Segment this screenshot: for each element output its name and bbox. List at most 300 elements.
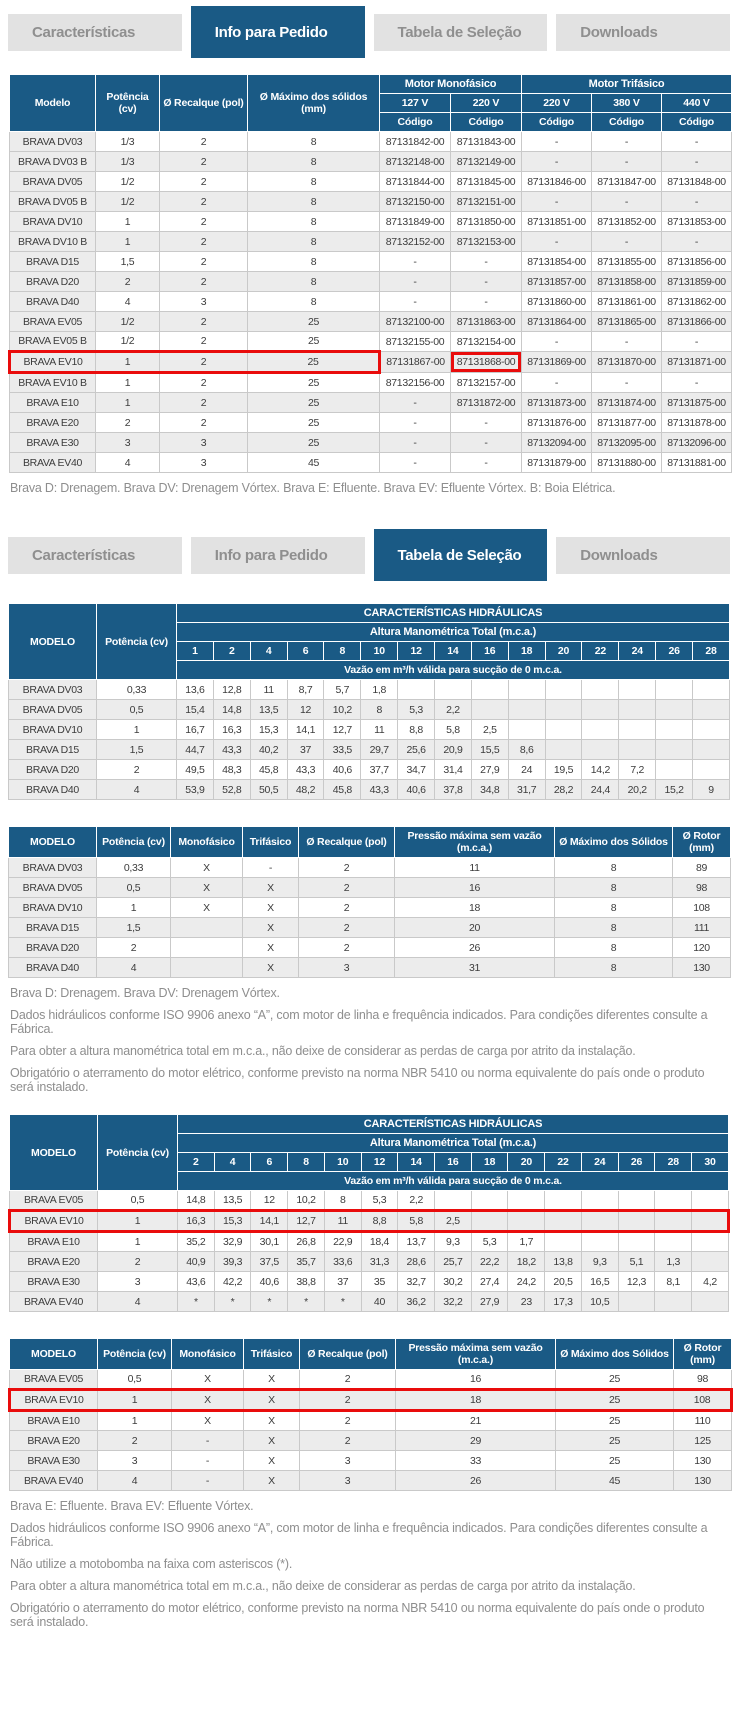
column-header: 440 V — [662, 94, 732, 113]
hydraulic-table-drenagem — [8, 603, 730, 800]
value-cell: 37,5 — [251, 1252, 288, 1272]
table-row — [10, 1211, 729, 1232]
value-cell: 111 — [673, 918, 731, 938]
value-cell: 1,5 — [97, 918, 171, 938]
note-line: Brava E: Efluente. Brava EV: Efluente Vórtex. — [10, 1499, 254, 1513]
value-cell: 37 — [287, 740, 324, 760]
value-cell: 87131865-00 — [592, 312, 662, 332]
value-cell: X — [243, 958, 299, 978]
value-cell: 14,8 — [178, 1191, 215, 1211]
value-cell — [581, 1191, 618, 1211]
column-header: MODELO — [9, 827, 97, 858]
value-cell — [655, 1191, 692, 1211]
value-cell: 16,3 — [178, 1211, 215, 1232]
group-header-monofasico: Motor Monofásico — [380, 75, 522, 94]
value-cell: 1,5 — [96, 252, 160, 272]
value-cell: 26 — [395, 938, 555, 958]
value-cell — [693, 760, 730, 780]
value-cell: 8 — [555, 938, 673, 958]
column-header: Potência (cv) — [98, 1339, 172, 1370]
value-cell: 130 — [674, 1471, 732, 1491]
model-cell: BRAVA EV40 — [10, 1292, 98, 1312]
value-cell: 87131870-00 — [592, 352, 662, 373]
table-row — [10, 433, 732, 453]
value-cell: 15,5 — [471, 740, 508, 760]
value-cell: 33,5 — [324, 740, 361, 760]
value-cell: 28,2 — [545, 780, 582, 800]
value-cell — [618, 1232, 655, 1252]
value-cell: 7,2 — [619, 760, 656, 780]
value-cell — [545, 1191, 582, 1211]
value-cell: 2 — [98, 1252, 178, 1272]
value-cell: 1/2 — [96, 172, 160, 192]
value-cell: 27,9 — [471, 760, 508, 780]
table-row — [10, 1370, 732, 1390]
value-cell: 25 — [248, 433, 380, 453]
value-cell: 108 — [674, 1390, 732, 1411]
column-header: 8 — [288, 1153, 325, 1172]
value-cell: 22,2 — [471, 1252, 508, 1272]
model-cell: BRAVA DV03 — [9, 858, 97, 878]
value-cell: 2 — [97, 760, 177, 780]
value-cell: 25 — [248, 393, 380, 413]
value-cell: 33 — [396, 1451, 556, 1471]
model-cell: BRAVA E20 — [10, 413, 96, 433]
value-cell — [619, 740, 656, 760]
value-cell: 40,6 — [324, 760, 361, 780]
tab-info-para-pedido[interactable]: Info para Pedido — [191, 6, 365, 58]
column-header: 6 — [251, 1153, 288, 1172]
value-cell — [508, 700, 545, 720]
model-cell: BRAVA EV05 — [10, 1191, 98, 1211]
value-cell: 87131844-00 — [380, 172, 451, 192]
table-row — [10, 1451, 732, 1471]
value-cell: 4 — [98, 1471, 172, 1491]
col-header-potencia: Potência (cv) — [96, 75, 160, 132]
table-row — [9, 720, 730, 740]
value-cell: 24,4 — [582, 780, 619, 800]
value-cell: 25 — [556, 1390, 674, 1411]
value-cell — [508, 680, 545, 700]
value-cell — [692, 1252, 729, 1272]
value-cell: 87131876-00 — [522, 413, 592, 433]
value-cell: 29 — [396, 1431, 556, 1451]
table-row — [9, 858, 731, 878]
model-cell: BRAVA EV10 B — [10, 373, 96, 393]
value-cell — [655, 1292, 692, 1312]
model-cell: BRAVA E20 — [10, 1431, 98, 1451]
value-cell — [582, 740, 619, 760]
value-cell: X — [244, 1431, 300, 1451]
model-cell: BRAVA E20 — [10, 1252, 98, 1272]
value-cell — [692, 1211, 729, 1232]
table-row — [10, 1292, 729, 1312]
value-cell: 3 — [160, 292, 248, 312]
tab-tabela-de-selecao-2[interactable]: Tabela de Seleção — [374, 529, 548, 581]
value-cell: 26 — [396, 1471, 556, 1491]
value-cell: 45 — [248, 453, 380, 473]
value-cell: 2 — [160, 413, 248, 433]
table-row — [10, 453, 732, 473]
column-header: Ø Rotor (mm) — [673, 827, 731, 858]
column-header: 4 — [214, 1153, 251, 1172]
value-cell: 48,3 — [213, 760, 250, 780]
value-cell — [581, 1211, 618, 1232]
column-header: 20 — [545, 642, 582, 661]
value-cell: 87131847-00 — [592, 172, 662, 192]
value-cell — [435, 1191, 472, 1211]
model-cell: BRAVA EV10 — [10, 1390, 98, 1411]
column-header: 28 — [693, 642, 730, 661]
column-header: Ø Recalque (pol) — [299, 827, 395, 858]
column-header: 20 — [508, 1153, 545, 1172]
model-cell: BRAVA DV03 B — [10, 152, 96, 172]
value-cell: - — [522, 332, 592, 352]
value-cell: 15,3 — [214, 1211, 251, 1232]
table-row — [10, 312, 732, 332]
value-cell: - — [522, 132, 592, 152]
value-cell: 4 — [96, 453, 160, 473]
column-header: 30 — [692, 1153, 729, 1172]
value-cell: - — [522, 152, 592, 172]
value-cell: 8 — [555, 878, 673, 898]
value-cell — [545, 1232, 582, 1252]
note-line: Para obter a altura manométrica total em m.c.a., não deixe de considerar as perdas de carga por atrito da instalação. — [10, 1579, 636, 1593]
value-cell: - — [380, 272, 451, 292]
column-header: 26 — [656, 642, 693, 661]
value-cell: 1 — [98, 1211, 178, 1232]
value-cell: 87131866-00 — [662, 312, 732, 332]
value-cell — [508, 720, 545, 740]
value-cell: X — [243, 918, 299, 938]
value-cell: 1/3 — [96, 132, 160, 152]
value-cell: 8,7 — [287, 680, 324, 700]
value-cell: X — [243, 878, 299, 898]
column-header: 16 — [471, 642, 508, 661]
tab-bar-top — [0, 6, 738, 58]
value-cell: 18,2 — [508, 1252, 545, 1272]
value-cell: 87132156-00 — [380, 373, 451, 393]
value-cell: 25 — [248, 373, 380, 393]
value-cell: - — [522, 192, 592, 212]
value-cell: 2 — [299, 938, 395, 958]
table-row — [10, 373, 732, 393]
value-cell: 11 — [395, 858, 555, 878]
table-row — [10, 272, 732, 292]
tab-caracteristicas-2[interactable]: Características — [8, 537, 182, 574]
value-cell: 2,2 — [398, 1191, 435, 1211]
value-cell: 2,5 — [471, 720, 508, 740]
value-cell: 2 — [300, 1411, 396, 1431]
value-cell: 130 — [674, 1451, 732, 1471]
value-cell: * — [214, 1292, 251, 1312]
value-cell — [693, 680, 730, 700]
value-cell: - — [451, 292, 522, 312]
value-cell: 87132095-00 — [592, 433, 662, 453]
value-cell: 2 — [160, 232, 248, 252]
value-cell: 2 — [299, 918, 395, 938]
value-cell: 9,3 — [581, 1252, 618, 1272]
value-cell: 19,5 — [545, 760, 582, 780]
value-cell: 12,7 — [324, 720, 361, 740]
column-header: 6 — [287, 642, 324, 661]
tab-caracteristicas[interactable]: Características — [8, 14, 182, 51]
column-header: 1 — [177, 642, 214, 661]
column-header: Potência (cv) — [97, 827, 171, 858]
value-cell: 87131853-00 — [662, 212, 732, 232]
value-cell: 37 — [324, 1272, 361, 1292]
value-cell: 87131867-00 — [380, 352, 451, 373]
value-cell: 8 — [248, 132, 380, 152]
tab-info-para-pedido-2[interactable]: Info para Pedido — [191, 537, 365, 574]
model-cell: BRAVA D15 — [9, 918, 97, 938]
value-cell: - — [380, 393, 451, 413]
value-cell: 3 — [300, 1451, 396, 1471]
value-cell: 1 — [98, 1390, 172, 1411]
column-header: 4 — [250, 642, 287, 661]
value-cell: 26,8 — [288, 1232, 325, 1252]
value-cell: 35,7 — [288, 1252, 325, 1272]
value-cell: X — [243, 898, 299, 918]
value-cell: 87131859-00 — [662, 272, 732, 292]
value-cell: 1 — [96, 212, 160, 232]
value-cell: 39,3 — [214, 1252, 251, 1272]
value-cell: 87131863-00 — [451, 312, 522, 332]
value-cell: * — [178, 1292, 215, 1312]
model-cell: BRAVA DV10 B — [10, 232, 96, 252]
value-cell: 38,8 — [288, 1272, 325, 1292]
value-cell — [655, 1211, 692, 1232]
value-cell: 98 — [674, 1370, 732, 1390]
tab-tabela-de-selecao[interactable]: Tabela de Seleção — [374, 14, 548, 51]
model-cell: BRAVA D15 — [9, 740, 97, 760]
value-cell: 8 — [248, 292, 380, 312]
value-cell — [656, 700, 693, 720]
value-cell: X — [243, 938, 299, 958]
value-cell — [656, 680, 693, 700]
value-cell: 87131845-00 — [451, 172, 522, 192]
value-cell: 45,8 — [250, 760, 287, 780]
value-cell: 5,1 — [618, 1252, 655, 1272]
specs-header-row — [10, 1339, 732, 1370]
value-cell: 10,2 — [324, 700, 361, 720]
model-cell: BRAVA E30 — [10, 433, 96, 453]
value-cell — [545, 1211, 582, 1232]
table-row — [10, 212, 732, 232]
value-cell: 24 — [508, 760, 545, 780]
value-cell: 24,2 — [508, 1272, 545, 1292]
model-cell: BRAVA E30 — [10, 1451, 98, 1471]
table-row — [10, 172, 732, 192]
value-cell: 2 — [300, 1370, 396, 1390]
value-cell: 87131868-00 — [451, 352, 522, 373]
tab-downloads-2[interactable]: Downloads — [556, 537, 730, 574]
value-cell: 20,9 — [435, 740, 472, 760]
value-cell: 3 — [300, 1471, 396, 1491]
note-line: Brava D: Drenagem. Brava DV: Drenagem Vórtex. — [10, 986, 280, 1000]
value-cell: 32,2 — [435, 1292, 472, 1312]
value-cell: 25,7 — [435, 1252, 472, 1272]
value-cell: 1/2 — [96, 332, 160, 352]
value-cell: 87131856-00 — [662, 252, 732, 272]
value-cell: 1,3 — [655, 1252, 692, 1272]
table-row — [9, 700, 730, 720]
value-cell: 1 — [98, 1411, 172, 1431]
tab-downloads[interactable]: Downloads — [556, 14, 730, 51]
value-cell: 87131857-00 — [522, 272, 592, 292]
column-header: Ø Máximo dos Sólidos — [555, 827, 673, 858]
value-cell: 30,1 — [251, 1232, 288, 1252]
value-cell: 87132157-00 — [451, 373, 522, 393]
specs-header-row — [9, 827, 731, 858]
value-cell: 49,5 — [177, 760, 214, 780]
value-cell: 8 — [248, 152, 380, 172]
value-cell: 2 — [96, 272, 160, 292]
value-cell — [693, 720, 730, 740]
value-cell: 11 — [324, 1211, 361, 1232]
value-cell: 8,6 — [508, 740, 545, 760]
value-cell: 2 — [97, 938, 171, 958]
value-cell: 1 — [97, 720, 177, 740]
model-cell: BRAVA DV05 — [10, 172, 96, 192]
model-cell: BRAVA EV10 — [10, 352, 96, 373]
value-cell: 87131843-00 — [451, 132, 522, 152]
column-header: 2 — [178, 1153, 215, 1172]
value-cell: 31,3 — [361, 1252, 398, 1272]
value-cell: 87132152-00 — [380, 232, 451, 252]
tab-bar-mid — [0, 529, 738, 581]
value-cell: 4 — [97, 780, 177, 800]
table-row — [9, 878, 731, 898]
value-cell: 1 — [96, 373, 160, 393]
hydraulic-table-efluente — [8, 1114, 730, 1312]
value-cell: - — [380, 433, 451, 453]
value-cell: 87131850-00 — [451, 212, 522, 232]
value-cell: 87131878-00 — [662, 413, 732, 433]
value-cell: 9 — [693, 780, 730, 800]
column-header: 127 V — [380, 94, 451, 113]
value-cell: * — [324, 1292, 361, 1312]
column-header: 16 — [435, 1153, 472, 1172]
group-header-altura-manometrica: Altura Manométrica Total (m.c.a.) — [177, 623, 730, 642]
value-cell: 87131849-00 — [380, 212, 451, 232]
model-cell: BRAVA D15 — [10, 252, 96, 272]
value-cell: 34,7 — [398, 760, 435, 780]
value-cell: * — [251, 1292, 288, 1312]
value-cell: 40,9 — [178, 1252, 215, 1272]
value-cell: 0,5 — [98, 1191, 178, 1211]
value-cell — [545, 740, 582, 760]
model-cell: BRAVA DV03 — [10, 132, 96, 152]
value-cell — [171, 938, 243, 958]
column-header: Trifásico — [243, 827, 299, 858]
value-cell: 87131860-00 — [522, 292, 592, 312]
column-header: 12 — [361, 1153, 398, 1172]
value-cell: 1/3 — [96, 152, 160, 172]
value-cell: 14,2 — [582, 760, 619, 780]
value-cell: 31,4 — [435, 760, 472, 780]
value-cell: 33,6 — [324, 1252, 361, 1272]
value-cell: 25 — [556, 1411, 674, 1431]
value-cell: 2 — [160, 252, 248, 272]
value-cell: 43,3 — [287, 760, 324, 780]
value-cell: - — [243, 858, 299, 878]
note-line: Dados hidráulicos conforme ISO 9906 anexo “A”, com motor de linha e frequência indicados. Para condições diferentes consulte a Fábrica. — [10, 1521, 708, 1549]
value-cell: 40,6 — [398, 780, 435, 800]
value-cell: 12,3 — [618, 1272, 655, 1292]
value-cell: 2 — [160, 373, 248, 393]
value-cell: 16,5 — [581, 1272, 618, 1292]
value-cell: 1 — [97, 898, 171, 918]
group-header-caracteristicas-hidraulicas: CARACTERÍSTICAS HIDRÁULICAS — [178, 1115, 729, 1134]
value-cell — [545, 700, 582, 720]
table-row — [10, 1232, 729, 1252]
value-cell: 0,33 — [97, 680, 177, 700]
value-cell: 87131875-00 — [662, 393, 732, 413]
value-cell: 2 — [300, 1390, 396, 1411]
value-cell: 13,5 — [250, 700, 287, 720]
value-cell: 10,5 — [581, 1292, 618, 1312]
value-cell: 87131851-00 — [522, 212, 592, 232]
column-header: Código — [522, 113, 592, 132]
table1-footnote: Brava D: Drenagem. Brava DV: Drenagem Vórtex. Brava E: Efluente. Brava EV: Efluente Vórtex. B: Boia Elétrica. — [10, 481, 616, 495]
notes-mid — [0, 986, 738, 1094]
table-row — [9, 760, 730, 780]
value-cell: 25 — [248, 413, 380, 433]
column-header: Monofásico — [172, 1339, 244, 1370]
column-header: 2 — [213, 642, 250, 661]
value-cell — [618, 1191, 655, 1211]
value-cell: X — [172, 1411, 244, 1431]
value-cell — [171, 958, 243, 978]
value-cell: 3 — [160, 433, 248, 453]
value-cell: 8 — [555, 918, 673, 938]
column-header: Código — [662, 113, 732, 132]
value-cell — [692, 1292, 729, 1312]
value-cell: 18 — [396, 1390, 556, 1411]
value-cell: 8 — [361, 700, 398, 720]
value-cell — [398, 680, 435, 700]
column-header: 24 — [581, 1153, 618, 1172]
value-cell: 12 — [251, 1191, 288, 1211]
value-cell: 16 — [395, 878, 555, 898]
value-cell — [471, 700, 508, 720]
value-cell: 32,9 — [214, 1232, 251, 1252]
value-cell: 25 — [248, 352, 380, 373]
col-header-modelo: MODELO — [9, 604, 97, 680]
table-row — [10, 192, 732, 212]
value-cell — [618, 1211, 655, 1232]
value-cell: 8 — [248, 272, 380, 292]
column-header: 14 — [398, 1153, 435, 1172]
value-cell: 1/2 — [96, 192, 160, 212]
value-cell: 20,5 — [545, 1272, 582, 1292]
value-cell: 87132148-00 — [380, 152, 451, 172]
value-cell: 2 — [160, 393, 248, 413]
value-cell: 13,8 — [545, 1252, 582, 1272]
value-cell: 1 — [98, 1232, 178, 1252]
value-cell: 20 — [395, 918, 555, 938]
value-cell — [692, 1232, 729, 1252]
value-cell: 52,8 — [213, 780, 250, 800]
value-cell: 2 — [160, 212, 248, 232]
value-cell: 13,6 — [177, 680, 214, 700]
value-cell: - — [451, 433, 522, 453]
specs-table-drenagem — [8, 826, 731, 978]
model-cell: BRAVA E10 — [10, 1232, 98, 1252]
model-cell: BRAVA EV05 — [10, 1370, 98, 1390]
value-cell: - — [592, 132, 662, 152]
